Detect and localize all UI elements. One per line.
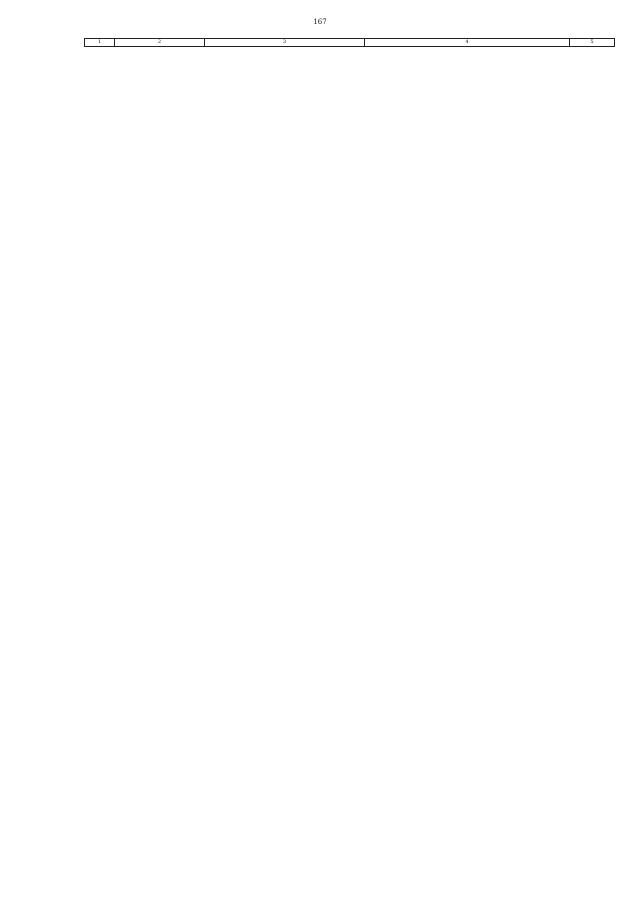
column-header-1: 1 xyxy=(85,39,115,47)
column-header-3: 3 xyxy=(205,39,365,47)
page-number: 167 xyxy=(313,18,327,26)
column-header-5: 5 xyxy=(570,39,615,47)
data-table xyxy=(84,38,615,47)
header-row xyxy=(85,39,615,47)
column-header-2: 2 xyxy=(115,39,205,47)
column-header-4: 4 xyxy=(365,39,570,47)
